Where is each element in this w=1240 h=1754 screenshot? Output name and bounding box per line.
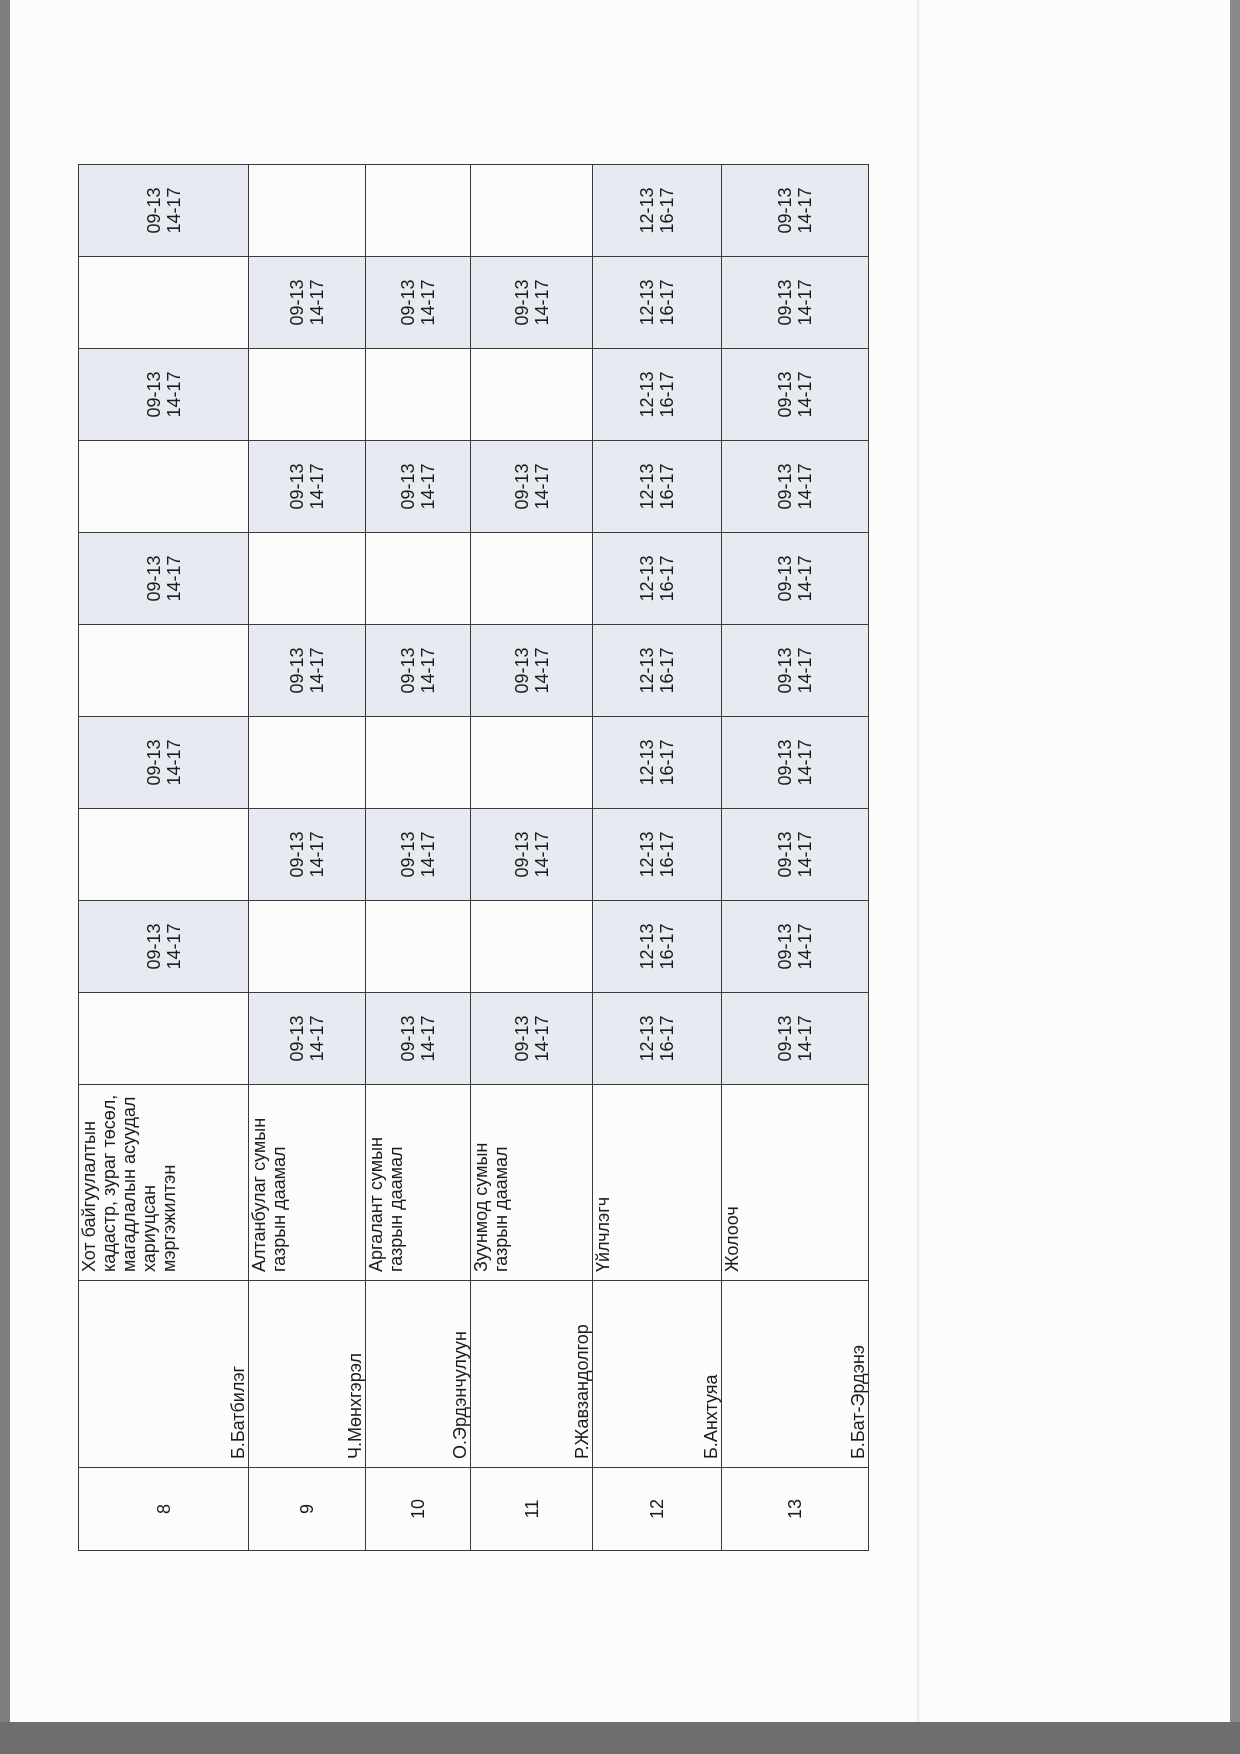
employee-name: Б.Анхтуяа: [593, 1281, 722, 1468]
schedule-slot: [249, 625, 366, 717]
slot-morning-hours: 12-13: [637, 647, 657, 694]
schedule-slot: [471, 165, 593, 257]
slot-afternoon-hours: 14-17: [531, 831, 552, 878]
slot-morning-hours: 12-13: [637, 923, 657, 970]
schedule-slot: [249, 533, 366, 625]
schedule-slot: [722, 349, 869, 441]
slot-morning-hours: 09-13: [287, 1015, 307, 1062]
slot-morning-hours: 09-13: [775, 279, 795, 326]
schedule-slot: [366, 993, 471, 1085]
schedule-slot: [722, 533, 869, 625]
schedule-slot: [471, 257, 593, 349]
slot-afternoon-hours: 14-17: [307, 279, 327, 326]
schedule-slot: [249, 349, 366, 441]
table-row: [471, 165, 593, 1551]
slot-afternoon-hours: 14-17: [163, 555, 184, 602]
slot-afternoon-hours: 14-17: [795, 279, 815, 326]
schedule-slot: [722, 809, 869, 901]
schedule-slot: [722, 717, 869, 809]
slot-afternoon-hours: 14-17: [418, 279, 438, 326]
slot-morning-hours: 09-13: [143, 739, 164, 786]
slot-afternoon-hours: 14-17: [531, 1015, 552, 1062]
employee-name: Б.Батбилэг: [79, 1281, 249, 1468]
slot-morning-hours: 12-13: [637, 1015, 657, 1062]
slot-morning-hours: 09-13: [775, 739, 795, 786]
slot-morning-hours: 09-13: [287, 463, 307, 510]
row-number: 10: [366, 1468, 471, 1551]
slot-afternoon-hours: 14-17: [307, 463, 327, 510]
schedule-slot: [593, 165, 722, 257]
slot-morning-hours: 09-13: [143, 923, 164, 970]
slot-morning-hours: 09-13: [143, 187, 164, 234]
schedule-slot: [366, 625, 471, 717]
slot-afternoon-hours: 16-17: [657, 371, 677, 418]
schedule-slot: [471, 993, 593, 1085]
slot-afternoon-hours: 14-17: [795, 831, 815, 878]
employee-position: Хот байгуулалтын кадастр, зураг төсөл, магадлалын асуудал хариуцсан мэргэжилтэн: [79, 1085, 249, 1281]
slot-morning-hours: 09-13: [775, 555, 795, 602]
schedule-slot: [722, 993, 869, 1085]
schedule-slot: [471, 901, 593, 993]
slot-afternoon-hours: 14-17: [307, 831, 327, 878]
schedule-slot: [722, 901, 869, 993]
employee-position: Аргалант сумын газрын даамал: [366, 1085, 471, 1281]
schedule-table: [78, 164, 869, 1551]
schedule-slot: [249, 993, 366, 1085]
slot-morning-hours: 09-13: [398, 647, 418, 694]
schedule-slot: [366, 257, 471, 349]
employee-position: Үйлчлэгч: [593, 1085, 722, 1281]
schedule-slot: [593, 257, 722, 349]
schedule-slot: [366, 441, 471, 533]
slot-morning-hours: 12-13: [637, 831, 657, 878]
employee-name: Б.Бат-Эрдэнэ: [722, 1281, 869, 1468]
employee-position: Жолооч: [722, 1085, 869, 1281]
schedule-slot: [79, 165, 249, 257]
schedule-slot: [471, 717, 593, 809]
slot-morning-hours: 09-13: [511, 279, 532, 326]
schedule-slot: [79, 717, 249, 809]
slot-afternoon-hours: 16-17: [657, 647, 677, 694]
schedule-slot: [593, 717, 722, 809]
slot-morning-hours: 12-13: [637, 279, 657, 326]
schedule-slot: [593, 993, 722, 1085]
slot-afternoon-hours: 14-17: [795, 1015, 815, 1062]
slot-morning-hours: 09-13: [775, 371, 795, 418]
slot-afternoon-hours: 16-17: [657, 739, 677, 786]
scanner-edge-left: [0, 0, 10, 1754]
slot-morning-hours: 09-13: [511, 647, 532, 694]
schedule-slot: [366, 901, 471, 993]
slot-afternoon-hours: 14-17: [795, 187, 815, 234]
slot-morning-hours: 09-13: [143, 371, 164, 418]
slot-morning-hours: 09-13: [775, 831, 795, 878]
slot-afternoon-hours: 14-17: [531, 463, 552, 510]
slot-afternoon-hours: 14-17: [307, 1015, 327, 1062]
slot-afternoon-hours: 14-17: [795, 371, 815, 418]
slot-afternoon-hours: 16-17: [657, 831, 677, 878]
slot-afternoon-hours: 16-17: [657, 923, 677, 970]
row-number: 11: [471, 1468, 593, 1551]
slot-afternoon-hours: 14-17: [531, 279, 552, 326]
slot-afternoon-hours: 14-17: [795, 923, 815, 970]
slot-afternoon-hours: 16-17: [657, 463, 677, 510]
slot-morning-hours: 09-13: [398, 279, 418, 326]
slot-afternoon-hours: 14-17: [795, 463, 815, 510]
schedule-slot: [79, 993, 249, 1085]
schedule-slot: [366, 533, 471, 625]
schedule-slot: [471, 809, 593, 901]
schedule-slot: [79, 809, 249, 901]
slot-morning-hours: 12-13: [637, 739, 657, 786]
slot-afternoon-hours: 14-17: [795, 555, 815, 602]
schedule-slot: [79, 901, 249, 993]
scanner-edge-bottom: [0, 1722, 1240, 1754]
schedule-slot: [593, 349, 722, 441]
schedule-slot: [249, 165, 366, 257]
slot-morning-hours: 09-13: [511, 1015, 532, 1062]
slot-afternoon-hours: 16-17: [657, 187, 677, 234]
schedule-slot: [722, 441, 869, 533]
schedule-slot: [366, 349, 471, 441]
schedule-slot: [593, 809, 722, 901]
slot-morning-hours: 09-13: [511, 831, 532, 878]
schedule-slot: [471, 625, 593, 717]
slot-afternoon-hours: 14-17: [163, 923, 184, 970]
slot-afternoon-hours: 14-17: [418, 831, 438, 878]
slot-afternoon-hours: 14-17: [418, 463, 438, 510]
slot-afternoon-hours: 14-17: [418, 647, 438, 694]
schedule-slot: [593, 901, 722, 993]
table-row: [722, 165, 869, 1551]
slot-morning-hours: 12-13: [637, 187, 657, 234]
table-row: [249, 165, 366, 1551]
slot-afternoon-hours: 16-17: [657, 279, 677, 326]
schedule-slot: [471, 441, 593, 533]
schedule-slot: [593, 533, 722, 625]
schedule-slot: [471, 533, 593, 625]
slot-afternoon-hours: 14-17: [795, 739, 815, 786]
rotated-table-wrapper: [78, 165, 868, 1551]
slot-afternoon-hours: 16-17: [657, 1015, 677, 1062]
schedule-slot: [79, 533, 249, 625]
slot-afternoon-hours: 16-17: [657, 555, 677, 602]
schedule-slot: [249, 809, 366, 901]
schedule-slot: [249, 901, 366, 993]
table-row: [593, 165, 722, 1551]
slot-morning-hours: 09-13: [511, 463, 532, 510]
slot-morning-hours: 12-13: [637, 555, 657, 602]
slot-morning-hours: 09-13: [775, 1015, 795, 1062]
slot-afternoon-hours: 14-17: [163, 187, 184, 234]
schedule-slot: [79, 257, 249, 349]
slot-afternoon-hours: 14-17: [531, 647, 552, 694]
slot-afternoon-hours: 14-17: [418, 1015, 438, 1062]
schedule-slot: [722, 165, 869, 257]
schedule-slot: [593, 625, 722, 717]
employee-position: Алтанбулаг сумын газрын даамал: [249, 1085, 366, 1281]
slot-morning-hours: 09-13: [287, 831, 307, 878]
row-number: 13: [722, 1468, 869, 1551]
schedule-slot: [471, 349, 593, 441]
employee-name: О.Эрдэнчулуун: [366, 1281, 471, 1468]
schedule-slot: [79, 625, 249, 717]
schedule-slot: [366, 809, 471, 901]
slot-afternoon-hours: 14-17: [163, 371, 184, 418]
paper-fold-line: [917, 0, 919, 1722]
schedule-slot: [249, 717, 366, 809]
slot-afternoon-hours: 14-17: [795, 647, 815, 694]
schedule-slot: [79, 349, 249, 441]
schedule-slot: [722, 257, 869, 349]
employee-name: Р.Жавзандолгор: [471, 1281, 593, 1468]
slot-morning-hours: 09-13: [287, 647, 307, 694]
employee-position: Зуунмод сумын газрын даамал: [471, 1085, 593, 1281]
row-number: 12: [593, 1468, 722, 1551]
schedule-rows: [79, 165, 869, 1551]
slot-morning-hours: 09-13: [143, 555, 164, 602]
table-row: [79, 165, 249, 1551]
schedule-slot: [366, 165, 471, 257]
schedule-slot: [593, 441, 722, 533]
employee-name: Ч.Мөнхгэрэл: [249, 1281, 366, 1468]
table-row: [366, 165, 471, 1551]
row-number: 9: [249, 1468, 366, 1551]
schedule-slot: [366, 717, 471, 809]
schedule-slot: [249, 441, 366, 533]
slot-morning-hours: 09-13: [775, 647, 795, 694]
slot-morning-hours: 12-13: [637, 463, 657, 510]
slot-morning-hours: 09-13: [398, 463, 418, 510]
schedule-slot: [722, 625, 869, 717]
schedule-slot: [79, 441, 249, 533]
row-number: 8: [79, 1468, 249, 1551]
slot-morning-hours: 12-13: [637, 371, 657, 418]
slot-morning-hours: 09-13: [398, 1015, 418, 1062]
slot-morning-hours: 09-13: [775, 923, 795, 970]
slot-afternoon-hours: 14-17: [307, 647, 327, 694]
slot-morning-hours: 09-13: [398, 831, 418, 878]
slot-afternoon-hours: 14-17: [163, 739, 184, 786]
schedule-slot: [249, 257, 366, 349]
slot-morning-hours: 09-13: [775, 463, 795, 510]
slot-morning-hours: 09-13: [775, 187, 795, 234]
slot-morning-hours: 09-13: [287, 279, 307, 326]
